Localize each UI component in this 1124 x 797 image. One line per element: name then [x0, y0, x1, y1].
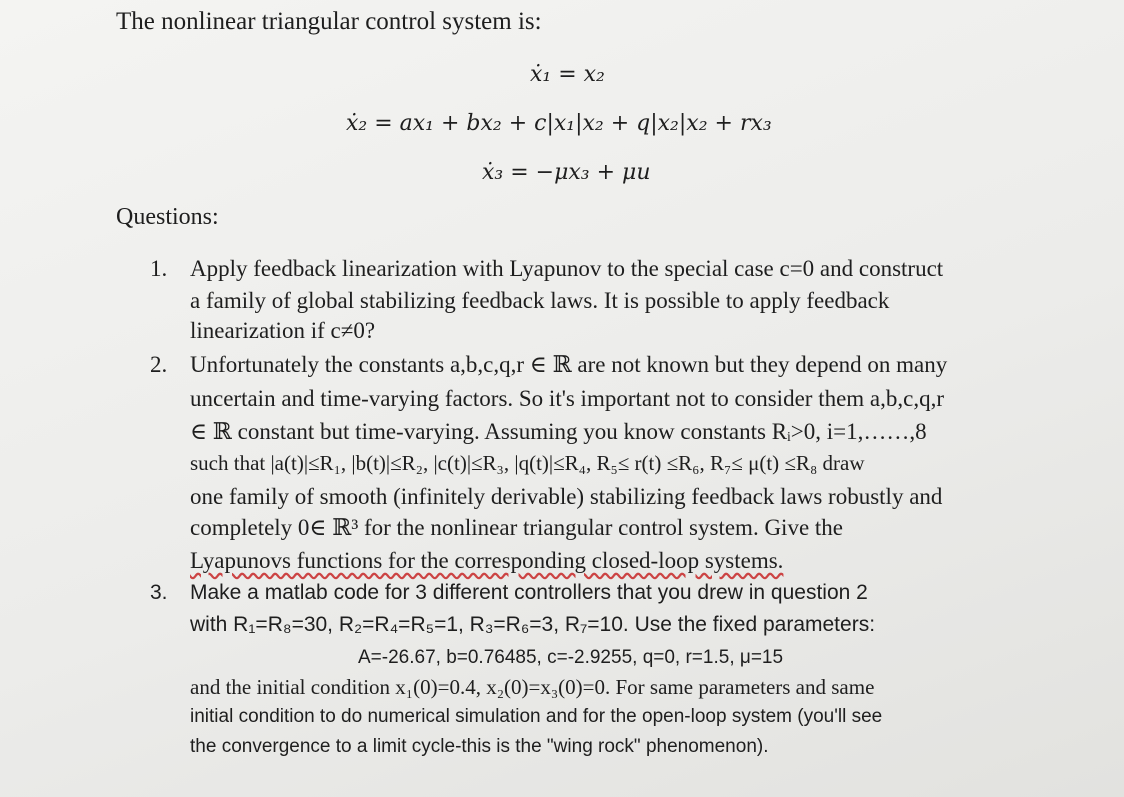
intro-text: The nonlinear triangular control system is:: [116, 8, 542, 35]
question-3-number: 3.: [150, 581, 168, 604]
question-2-line: such that |a(t)|≤R₁, |b(t)|≤R₂, |c(t)|≤R₃, |q(t)|≤R₄, R₅≤ r(t) ≤R₆, R₇≤ μ(t) ≤R₈ draw: [190, 451, 865, 475]
question-3-line: with R₁=R₈=30, R₂=R₄=R₅=1, R₃=R₆=3, R₇=10. Use the fixed parameters:: [190, 613, 876, 636]
equation-x2-dot: ẋ₂ = ax₁ + bx₂ + c|x₁|x₂ + q|x₂|x₂ + rx₃: [346, 111, 772, 136]
question-2-line: Unfortunately the constants a,b,c,q,r ∈ ℝ are not known but they depend on many: [190, 352, 948, 377]
question-1-line: linearization if c≠0?: [190, 318, 376, 343]
question-1-line: Apply feedback linearization with Lyapunov to the special case c=0 and construct: [190, 256, 944, 281]
questions-heading: Questions:: [116, 204, 219, 230]
question-2-line: Lyapunovs functions for the corresponding closed-loop systems.: [190, 548, 784, 573]
question-2-line: one family of smooth (infinitely derivable) stabilizing feedback laws robustly and: [190, 484, 943, 509]
question-3-line: and the initial condition x₁(0)=0.4, x₂(0)=x₃(0)=0. For same parameters and same: [190, 675, 875, 699]
question-2-line: uncertain and time-varying factors. So it's important not to consider them a,b,c,q,r: [190, 386, 945, 411]
equation-x3-dot: ẋ₃ = −μx₃ + μu: [482, 160, 651, 185]
question-3-line: the convergence to a limit cycle-this is the "wing rock" phenomenon).: [190, 736, 769, 757]
equation-x1-dot: ẋ₁ = x₂: [530, 62, 605, 87]
question-1-number: 1.: [150, 256, 168, 281]
question-3-line: initial condition to do numerical simulation and for the open-loop system (you'll see: [190, 706, 883, 727]
question-1-line: a family of global stabilizing feedback laws. It is possible to apply feedback: [190, 288, 890, 313]
question-2-line: ∈ ℝ constant but time-varying. Assuming you know constants Rᵢ>0, i=1,……,8: [190, 419, 927, 444]
fixed-parameters-line: A=-26.67, b=0.76485, c=-2.9255, q=0, r=1.5, μ=15: [358, 647, 784, 668]
question-2-line: completely 0∈ ℝ³ for the nonlinear triangular control system. Give the: [190, 515, 843, 540]
question-2-number: 2.: [150, 352, 168, 377]
question-3-line: Make a matlab code for 3 different controllers that you drew in question 2: [190, 581, 868, 604]
